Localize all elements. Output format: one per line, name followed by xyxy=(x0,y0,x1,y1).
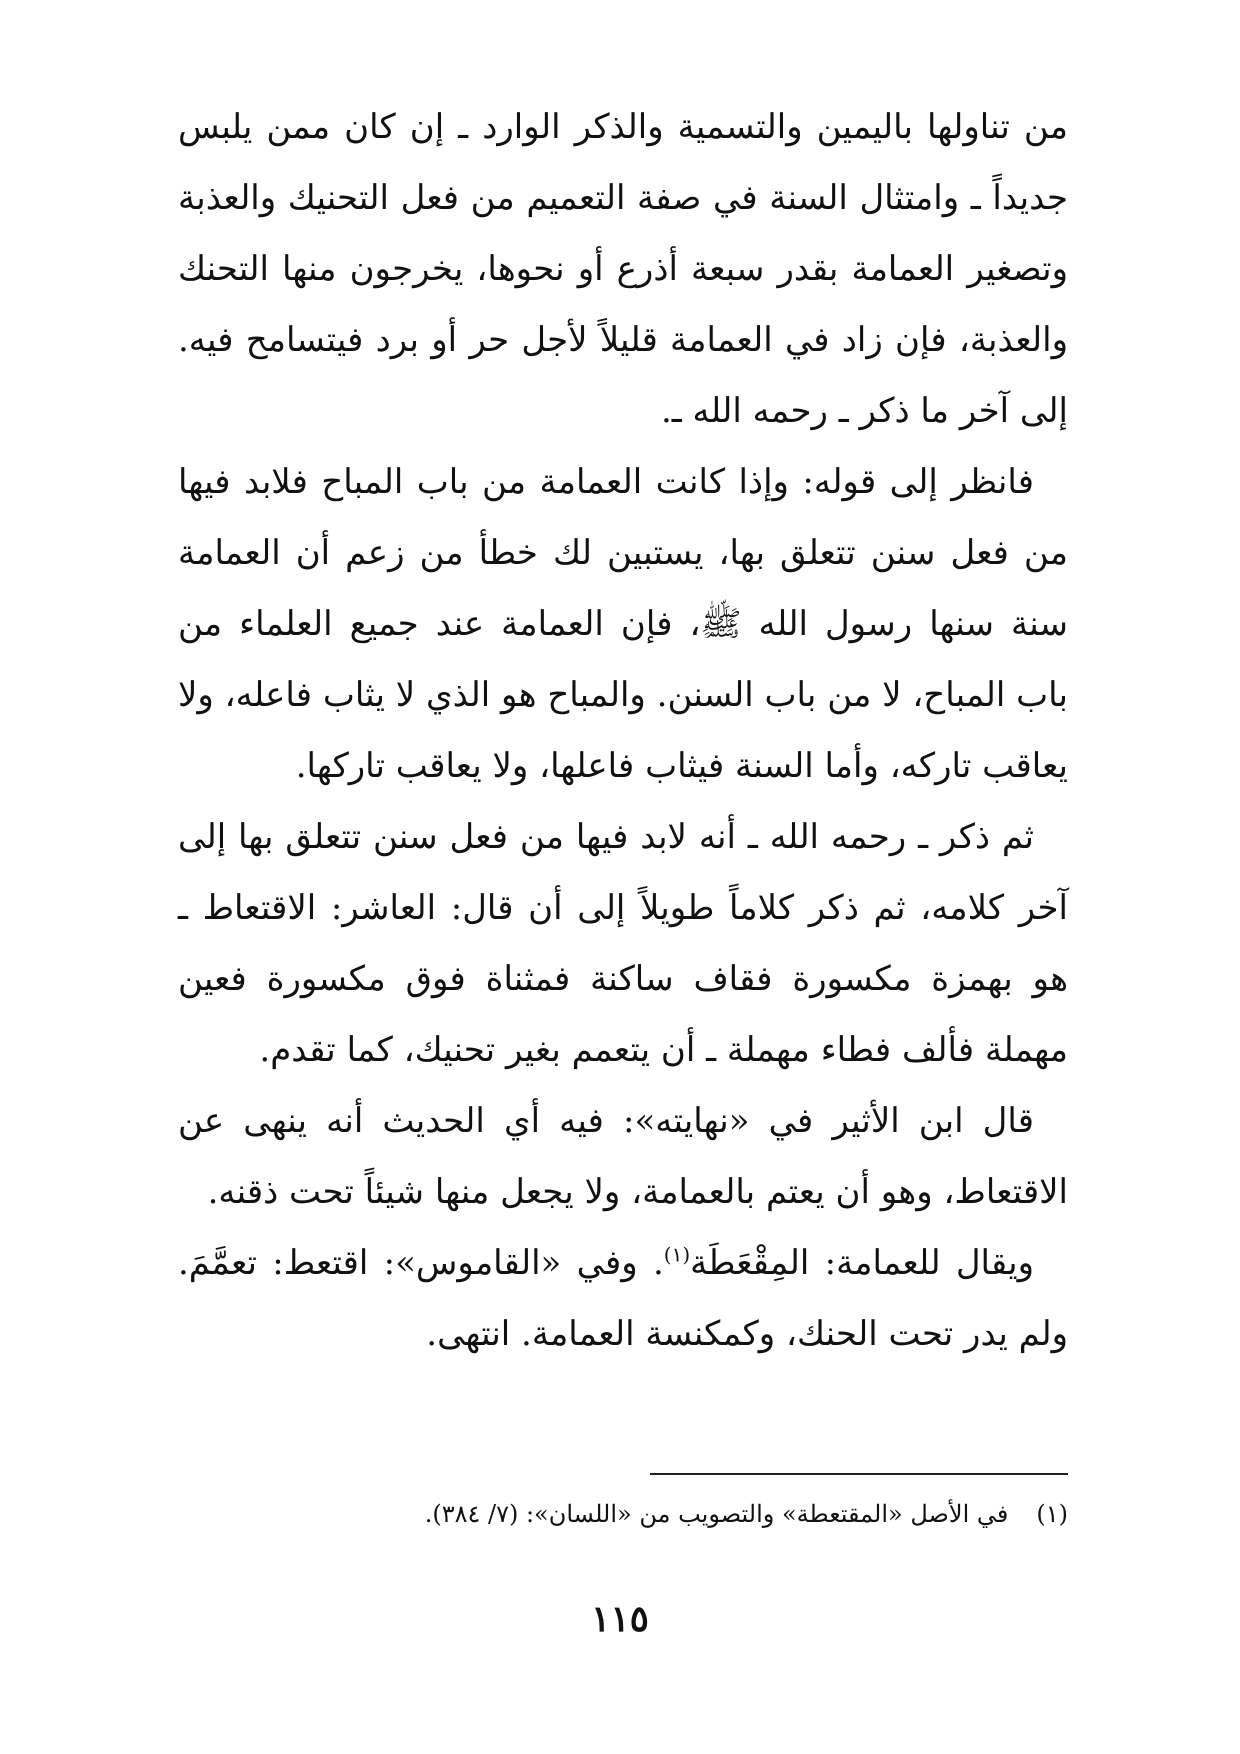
paragraph-1: من تناولها باليمين والتسمية والذكر الوارد ـ إن كان ممن يلبس جديداً ـ وامتثال السنة في صفة التعميم من فعل التحنيك والعذبة وتصغير العمامة بقدر سبعة أذرع أو نحوها، يخرجون منها التحنك والعذبة، فإن زاد في العمامة قليلاً لأجل حر أو برد فيتسامح فيه. إلى آخر ما ذكر ـ رحمه الله ـ. xyxy=(178,107,1068,431)
paragraph-2: فانظر إلى قوله: وإذا كانت العمامة من باب المباح فلابد فيها من فعل سنن تتعلق بها، يستبين لك خطأ من زعم أن العمامة سنة سنها رسول الله ﷺ، فإن العمامة عند جميع العلماء من باب المباح، لا من باب السنن. والمباح هو الذي لا يثاب فاعله، ولا يعاقب تاركه، وأما السنة فيثاب فاعلها، ولا يعاقب تاركها. xyxy=(178,462,1068,786)
footnote-number: (١) xyxy=(1036,1500,1068,1528)
footnote-divider xyxy=(650,1473,1068,1475)
page-number: ١١٥ xyxy=(590,1598,649,1640)
paragraph-5-end: . وفي «القاموس»: اقتعط: تعمَّمَ. ولم يدر تحت الحنك، وكمكنسة العمامة. انتهى. xyxy=(178,1243,1068,1354)
paragraph-5 xyxy=(178,1228,1068,1370)
paragraph-4: قال ابن الأثير في «نهايته»: فيه أي الحديث أنه ينهى عن الاقتعاط، وهو أن يعتم بالعمامة، ولا يجعل منها شيئاً تحت ذقنه. xyxy=(178,1101,1068,1212)
footnote-text: في الأصل «المقتعطة» والتصويب من «اللسان»: (٧/ ٣٨٤). xyxy=(424,1500,1009,1528)
main-text xyxy=(178,92,1068,1370)
footnote-reference: (١) xyxy=(663,1242,691,1267)
footnote xyxy=(178,1496,1068,1532)
paragraph-3: ثم ذكر ـ رحمه الله ـ أنه لابد فيها من فعل سنن تتعلق بها إلى آخر كلامه، ثم ذكر كلاماً طويلاً إلى أن قال: العاشر: الاقتعاط ـ هو بهمزة مكسورة فقاف ساكنة فمثناة فوق مكسورة فعين مهملة فألف فطاء مهملة ـ أن يتعمم بغير تحنيك، كما تقدم. xyxy=(178,817,1068,1070)
paragraph-5-start: ويقال للعمامة: المِقْعَطَة xyxy=(690,1243,1034,1283)
